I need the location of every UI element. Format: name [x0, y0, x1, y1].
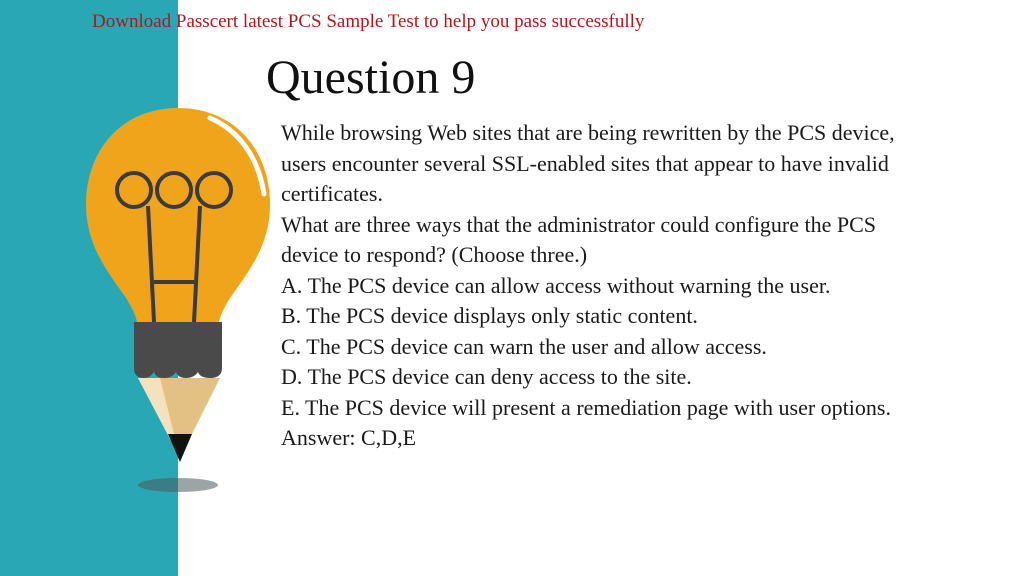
answer-line: Answer: C,D,E	[281, 425, 417, 450]
question-line: While browsing Web sites that are being rewritten by the PCS device,	[281, 120, 895, 145]
option-a: A. The PCS device can allow access without warning the user.	[281, 272, 831, 298]
header-banner: Download Passcert latest PCS Sample Test to help you pass successfully	[92, 11, 645, 32]
question-line: certificates.	[281, 181, 383, 206]
option-c: C. The PCS device can warn the user and allow access.	[281, 333, 767, 359]
question-line: What are three ways that the administrator could configure the PCS	[281, 211, 877, 237]
question-body	[281, 118, 991, 454]
option-d: D. The PCS device can deny access to the site.	[281, 364, 692, 389]
option-e: E. The PCS device will present a remediation page with user options.	[281, 394, 891, 420]
question-line: users encounter several SSL-enabled sites that appear to have invalid	[281, 150, 889, 176]
question-line: device to respond? (Choose three.)	[281, 242, 588, 267]
slide-title: Question 9	[266, 51, 476, 104]
lightbulb-pencil-icon	[60, 96, 300, 516]
option-b: B. The PCS device displays only static content.	[281, 303, 698, 328]
